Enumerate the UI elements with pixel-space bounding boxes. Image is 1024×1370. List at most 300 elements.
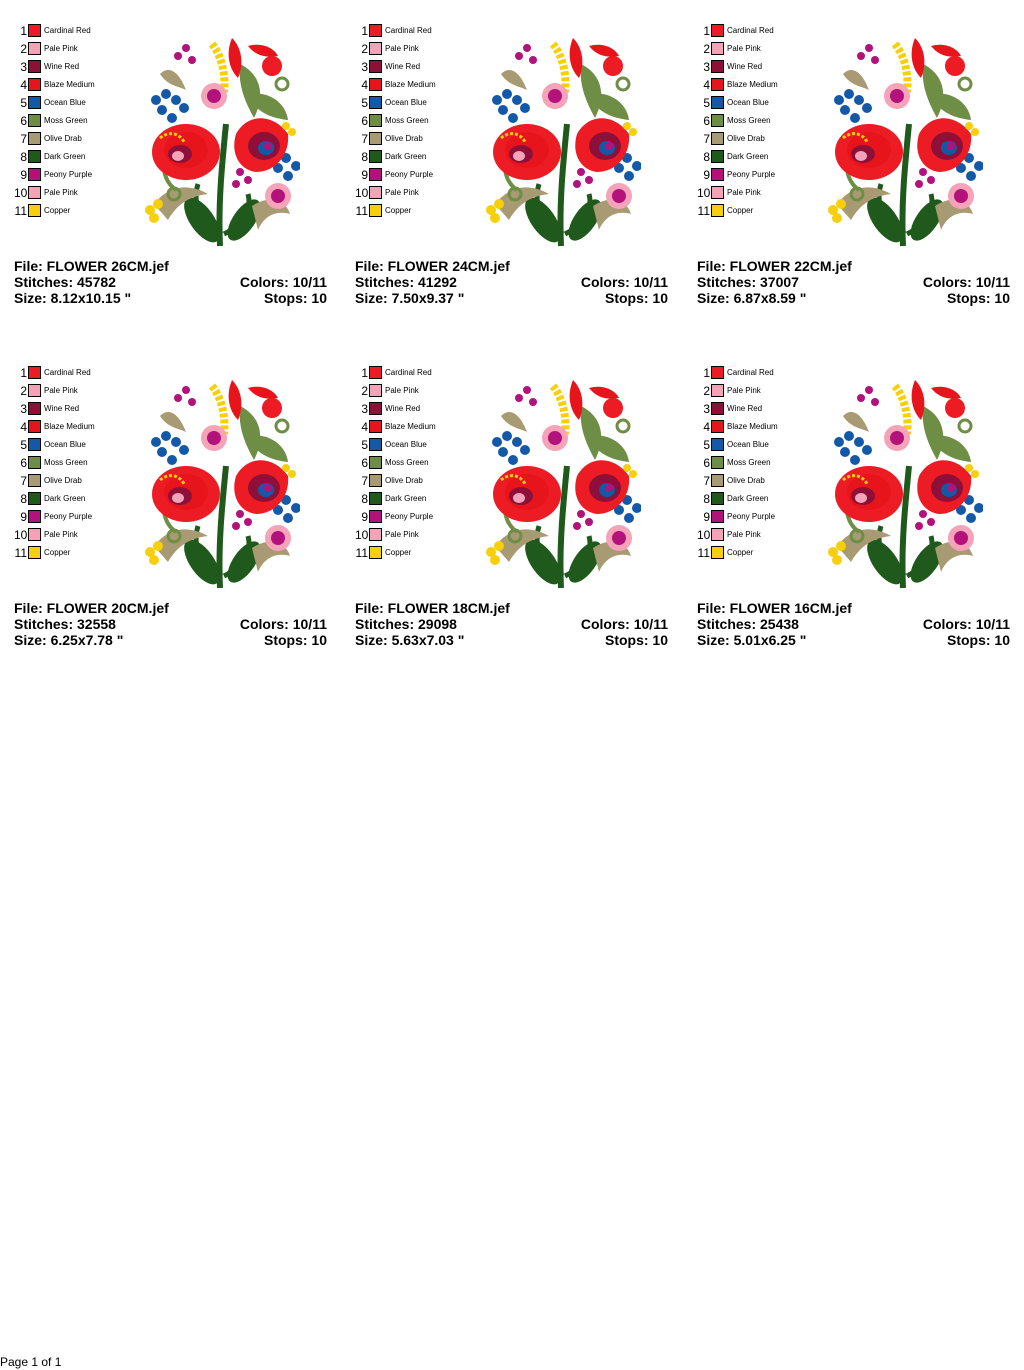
legend-number: 1 <box>361 366 368 380</box>
stitch-count: Stitches: 45782 <box>14 274 116 290</box>
stitch-count: Stitches: 41292 <box>355 274 457 290</box>
legend-color-name: Moss Green <box>44 458 88 467</box>
legend-number: 3 <box>20 402 27 416</box>
color-swatch <box>369 420 382 433</box>
color-swatch <box>28 438 41 451</box>
color-swatch <box>28 114 41 127</box>
legend-number: 8 <box>20 492 27 506</box>
legend-row <box>14 148 134 166</box>
legend-color-name: Copper <box>44 548 71 557</box>
legend-color-name: Pale Pink <box>727 44 761 53</box>
legend-number: 1 <box>20 24 27 38</box>
legend-row <box>697 58 817 76</box>
legend-number: 9 <box>703 168 710 182</box>
legend-color-name: Olive Drab <box>44 476 82 485</box>
color-swatch <box>28 132 41 145</box>
legend-number: 9 <box>20 510 27 524</box>
legend-color-name: Copper <box>727 548 754 557</box>
color-swatch <box>28 402 41 415</box>
legend-number: 7 <box>20 474 27 488</box>
legend-color-name: Moss Green <box>44 116 88 125</box>
color-swatch <box>28 24 41 37</box>
legend-number: 1 <box>361 24 368 38</box>
legend-color-name: Blaze Medium <box>44 422 95 431</box>
color-swatch <box>711 42 724 55</box>
file-name: File: FLOWER 24CM.jef <box>355 258 510 274</box>
legend-row <box>355 130 475 148</box>
color-count: Colors: 10/11 <box>922 274 1010 290</box>
legend-color-name: Pale Pink <box>385 188 419 197</box>
legend-color-name: Peony Purple <box>727 170 776 179</box>
legend-row <box>697 418 817 436</box>
stitch-count: Stitches: 29098 <box>355 616 457 632</box>
color-swatch <box>711 78 724 91</box>
color-swatch <box>369 456 382 469</box>
legend-color-name: Wine Red <box>44 404 80 413</box>
legend-number: 9 <box>703 510 710 524</box>
legend-row <box>14 382 134 400</box>
color-swatch <box>369 96 382 109</box>
legend-color-name: Cardinal Red <box>385 368 432 377</box>
legend-row <box>355 454 475 472</box>
legend-row <box>14 490 134 508</box>
file-name: File: FLOWER 18CM.jef <box>355 600 510 616</box>
legend-row <box>14 94 134 112</box>
color-swatch <box>711 384 724 397</box>
legend-color-name: Wine Red <box>385 62 421 71</box>
color-swatch <box>711 114 724 127</box>
legend-row <box>355 436 475 454</box>
color-swatch <box>28 384 41 397</box>
legend-color-name: Peony Purple <box>44 170 93 179</box>
legend-number: 9 <box>361 168 368 182</box>
color-swatch <box>28 204 41 217</box>
color-count: Colors: 10/11 <box>580 274 668 290</box>
legend-row <box>697 364 817 382</box>
legend-number: 5 <box>703 96 710 110</box>
color-swatch <box>711 204 724 217</box>
color-swatch <box>369 60 382 73</box>
legend-number: 3 <box>361 60 368 74</box>
legend-number: 10 <box>697 528 711 542</box>
legend-row <box>697 202 817 220</box>
legend-number: 7 <box>361 132 368 146</box>
legend-number: 1 <box>703 24 710 38</box>
legend-row <box>355 418 475 436</box>
legend-color-name: Peony Purple <box>727 512 776 521</box>
color-swatch <box>369 402 382 415</box>
color-swatch <box>28 492 41 505</box>
legend-color-name: Dark Green <box>385 494 427 503</box>
color-swatch <box>28 60 41 73</box>
legend-row <box>355 112 475 130</box>
color-swatch <box>369 546 382 559</box>
legend-number: 2 <box>361 384 368 398</box>
legend-color-name: Blaze Medium <box>44 80 95 89</box>
legend-color-name: Copper <box>44 206 71 215</box>
color-swatch <box>369 114 382 127</box>
legend-row <box>14 544 134 562</box>
legend-row <box>697 130 817 148</box>
page-footer: Page 1 of 1 <box>0 1355 62 1369</box>
color-swatch <box>711 168 724 181</box>
legend-number: 10 <box>355 528 369 542</box>
legend-color-name: Blaze Medium <box>727 422 778 431</box>
legend-row <box>697 166 817 184</box>
file-name: File: FLOWER 26CM.jef <box>14 258 169 274</box>
legend-color-name: Wine Red <box>727 62 763 71</box>
color-swatch <box>369 78 382 91</box>
design-card <box>697 22 1017 322</box>
legend-color-name: Pale Pink <box>385 386 419 395</box>
legend-color-name: Cardinal Red <box>44 368 91 377</box>
design-card <box>14 22 334 322</box>
legend-color-name: Pale Pink <box>44 44 78 53</box>
file-name: File: FLOWER 20CM.jef <box>14 600 169 616</box>
legend-color-name: Copper <box>385 548 412 557</box>
color-swatch <box>28 150 41 163</box>
color-swatch <box>711 546 724 559</box>
legend-row <box>355 58 475 76</box>
legend-color-name: Dark Green <box>44 152 86 161</box>
color-swatch <box>711 150 724 163</box>
legend-row <box>14 400 134 418</box>
legend-number: 11 <box>14 204 27 218</box>
legend-row <box>14 202 134 220</box>
color-swatch <box>28 96 41 109</box>
legend-row <box>697 22 817 40</box>
legend-row <box>355 202 475 220</box>
legend-row <box>355 166 475 184</box>
legend-number: 10 <box>14 186 28 200</box>
flower-embroidery-image <box>140 34 300 252</box>
legend-color-name: Copper <box>385 206 412 215</box>
color-swatch <box>28 474 41 487</box>
stop-count: Stops: 10 <box>604 632 668 648</box>
legend-color-name: Pale Pink <box>385 530 419 539</box>
stop-count: Stops: 10 <box>946 290 1010 306</box>
legend-color-name: Olive Drab <box>385 476 423 485</box>
legend-color-name: Moss Green <box>727 116 771 125</box>
legend-row <box>355 76 475 94</box>
legend-row <box>14 472 134 490</box>
legend-row <box>697 490 817 508</box>
color-swatch <box>711 60 724 73</box>
legend-row <box>697 544 817 562</box>
legend-number: 5 <box>361 438 368 452</box>
legend-row <box>355 490 475 508</box>
color-swatch <box>369 474 382 487</box>
legend-row <box>14 508 134 526</box>
legend-color-name: Ocean Blue <box>727 98 769 107</box>
color-count: Colors: 10/11 <box>922 616 1010 632</box>
color-swatch <box>369 528 382 541</box>
legend-color-name: Peony Purple <box>44 512 93 521</box>
legend-color-name: Ocean Blue <box>44 98 86 107</box>
legend-color-name: Copper <box>727 206 754 215</box>
legend-row <box>355 184 475 202</box>
color-swatch <box>369 384 382 397</box>
design-size: Size: 5.01x6.25 " <box>697 632 807 648</box>
legend-color-name: Peony Purple <box>385 170 434 179</box>
legend-number: 6 <box>703 114 710 128</box>
color-count: Colors: 10/11 <box>580 616 668 632</box>
legend-number: 3 <box>20 60 27 74</box>
legend-number: 2 <box>703 42 710 56</box>
color-swatch <box>711 528 724 541</box>
color-count: Colors: 10/11 <box>239 616 327 632</box>
color-swatch <box>28 510 41 523</box>
color-swatch <box>369 438 382 451</box>
legend-number: 5 <box>703 438 710 452</box>
design-size: Size: 6.87x8.59 " <box>697 290 807 306</box>
legend-number: 10 <box>355 186 369 200</box>
legend-row <box>14 526 134 544</box>
legend-number: 6 <box>703 456 710 470</box>
flower-embroidery-image <box>481 376 641 594</box>
color-swatch <box>28 168 41 181</box>
legend-number: 4 <box>20 420 27 434</box>
flower-embroidery-image <box>481 34 641 252</box>
legend-color-name: Ocean Blue <box>44 440 86 449</box>
color-swatch <box>369 366 382 379</box>
legend-number: 3 <box>703 402 710 416</box>
color-swatch <box>28 546 41 559</box>
legend-color-name: Pale Pink <box>727 188 761 197</box>
legend-number: 4 <box>703 420 710 434</box>
flower-embroidery-image <box>823 376 983 594</box>
legend-number: 6 <box>20 456 27 470</box>
file-name: File: FLOWER 16CM.jef <box>697 600 852 616</box>
legend-number: 5 <box>20 438 27 452</box>
design-size: Size: 5.63x7.03 " <box>355 632 465 648</box>
color-swatch <box>28 528 41 541</box>
legend-row <box>355 40 475 58</box>
legend-number: 9 <box>361 510 368 524</box>
legend-color-name: Dark Green <box>727 152 769 161</box>
legend-color-name: Wine Red <box>727 404 763 413</box>
legend-number: 8 <box>20 150 27 164</box>
legend-number: 11 <box>14 546 27 560</box>
legend-number: 3 <box>361 402 368 416</box>
legend-color-name: Pale Pink <box>727 530 761 539</box>
legend-row <box>697 526 817 544</box>
legend-row <box>355 526 475 544</box>
legend-row <box>14 58 134 76</box>
legend-row <box>14 454 134 472</box>
stitch-count: Stitches: 37007 <box>697 274 799 290</box>
legend-row <box>14 130 134 148</box>
legend-row <box>355 508 475 526</box>
legend-number: 5 <box>20 96 27 110</box>
legend-number: 3 <box>703 60 710 74</box>
color-swatch <box>369 186 382 199</box>
legend-row <box>697 76 817 94</box>
color-swatch <box>711 510 724 523</box>
color-swatch <box>711 474 724 487</box>
flower-embroidery-image <box>140 376 300 594</box>
legend-color-name: Cardinal Red <box>727 26 774 35</box>
legend-color-name: Pale Pink <box>44 530 78 539</box>
legend-number: 11 <box>355 204 368 218</box>
legend-number: 4 <box>361 420 368 434</box>
color-swatch <box>28 186 41 199</box>
legend-color-name: Moss Green <box>727 458 771 467</box>
legend-number: 4 <box>361 78 368 92</box>
legend-row <box>355 472 475 490</box>
color-swatch <box>711 186 724 199</box>
legend-number: 6 <box>20 114 27 128</box>
legend-color-name: Ocean Blue <box>385 98 427 107</box>
legend-number: 6 <box>361 456 368 470</box>
legend-color-name: Olive Drab <box>44 134 82 143</box>
legend-number: 10 <box>697 186 711 200</box>
legend-color-name: Ocean Blue <box>727 440 769 449</box>
color-swatch <box>711 24 724 37</box>
legend-row <box>355 382 475 400</box>
legend-number: 1 <box>703 366 710 380</box>
stitch-count: Stitches: 25438 <box>697 616 799 632</box>
legend-row <box>697 382 817 400</box>
color-swatch <box>711 366 724 379</box>
color-swatch <box>28 78 41 91</box>
legend-number: 8 <box>703 492 710 506</box>
color-swatch <box>369 492 382 505</box>
legend-number: 2 <box>703 384 710 398</box>
legend-color-name: Olive Drab <box>727 134 765 143</box>
legend-row <box>697 112 817 130</box>
legend-row <box>697 148 817 166</box>
legend-row <box>355 364 475 382</box>
color-swatch <box>711 132 724 145</box>
legend-row <box>14 166 134 184</box>
legend-color-name: Blaze Medium <box>727 80 778 89</box>
legend-number: 5 <box>361 96 368 110</box>
color-swatch <box>711 420 724 433</box>
color-swatch <box>28 420 41 433</box>
design-size: Size: 6.25x7.78 " <box>14 632 124 648</box>
legend-color-name: Pale Pink <box>44 188 78 197</box>
legend-row <box>697 472 817 490</box>
legend-row <box>697 454 817 472</box>
legend-number: 4 <box>20 78 27 92</box>
legend-number: 7 <box>703 474 710 488</box>
legend-row <box>14 364 134 382</box>
legend-row <box>14 112 134 130</box>
legend-row <box>355 400 475 418</box>
legend-color-name: Cardinal Red <box>44 26 91 35</box>
legend-row <box>697 94 817 112</box>
stop-count: Stops: 10 <box>946 632 1010 648</box>
legend-row <box>14 40 134 58</box>
stitch-count: Stitches: 32558 <box>14 616 116 632</box>
legend-color-name: Peony Purple <box>385 512 434 521</box>
legend-color-name: Ocean Blue <box>385 440 427 449</box>
legend-color-name: Cardinal Red <box>727 368 774 377</box>
color-count: Colors: 10/11 <box>239 274 327 290</box>
legend-number: 11 <box>697 546 710 560</box>
legend-row <box>355 22 475 40</box>
legend-row <box>355 94 475 112</box>
legend-color-name: Cardinal Red <box>385 26 432 35</box>
color-swatch <box>711 492 724 505</box>
color-swatch <box>369 24 382 37</box>
legend-number: 2 <box>20 384 27 398</box>
color-swatch <box>711 438 724 451</box>
legend-number: 8 <box>703 150 710 164</box>
legend-number: 2 <box>20 42 27 56</box>
legend-number: 7 <box>361 474 368 488</box>
color-swatch <box>369 510 382 523</box>
legend-number: 7 <box>20 132 27 146</box>
legend-color-name: Dark Green <box>727 494 769 503</box>
color-swatch <box>369 150 382 163</box>
legend-row <box>14 418 134 436</box>
legend-number: 6 <box>361 114 368 128</box>
legend-row <box>14 22 134 40</box>
legend-number: 8 <box>361 150 368 164</box>
legend-color-name: Moss Green <box>385 116 429 125</box>
legend-color-name: Dark Green <box>385 152 427 161</box>
legend-color-name: Dark Green <box>44 494 86 503</box>
legend-row <box>697 40 817 58</box>
stop-count: Stops: 10 <box>604 290 668 306</box>
legend-row <box>697 508 817 526</box>
design-size: Size: 8.12x10.15 " <box>14 290 132 306</box>
design-card <box>355 22 675 322</box>
legend-number: 9 <box>20 168 27 182</box>
legend-number: 10 <box>14 528 28 542</box>
legend-number: 11 <box>697 204 710 218</box>
color-swatch <box>711 402 724 415</box>
legend-row <box>697 436 817 454</box>
design-card <box>697 364 1017 664</box>
design-size: Size: 7.50x9.37 " <box>355 290 465 306</box>
file-name: File: FLOWER 22CM.jef <box>697 258 852 274</box>
legend-row <box>14 436 134 454</box>
color-swatch <box>711 96 724 109</box>
legend-color-name: Pale Pink <box>727 386 761 395</box>
color-swatch <box>369 204 382 217</box>
color-swatch <box>369 42 382 55</box>
stop-count: Stops: 10 <box>263 632 327 648</box>
legend-color-name: Olive Drab <box>727 476 765 485</box>
legend-color-name: Wine Red <box>385 404 421 413</box>
legend-color-name: Wine Red <box>44 62 80 71</box>
legend-number: 2 <box>361 42 368 56</box>
color-swatch <box>369 132 382 145</box>
legend-row <box>355 544 475 562</box>
legend-row <box>697 400 817 418</box>
legend-row <box>14 76 134 94</box>
legend-color-name: Olive Drab <box>385 134 423 143</box>
legend-color-name: Blaze Medium <box>385 422 436 431</box>
design-card <box>355 364 675 664</box>
color-swatch <box>28 42 41 55</box>
legend-color-name: Blaze Medium <box>385 80 436 89</box>
legend-number: 7 <box>703 132 710 146</box>
color-swatch <box>28 456 41 469</box>
design-card <box>14 364 334 664</box>
legend-color-name: Pale Pink <box>385 44 419 53</box>
flower-embroidery-image <box>823 34 983 252</box>
legend-number: 1 <box>20 366 27 380</box>
legend-row <box>355 148 475 166</box>
legend-number: 8 <box>361 492 368 506</box>
legend-color-name: Moss Green <box>385 458 429 467</box>
legend-number: 11 <box>355 546 368 560</box>
color-swatch <box>28 366 41 379</box>
